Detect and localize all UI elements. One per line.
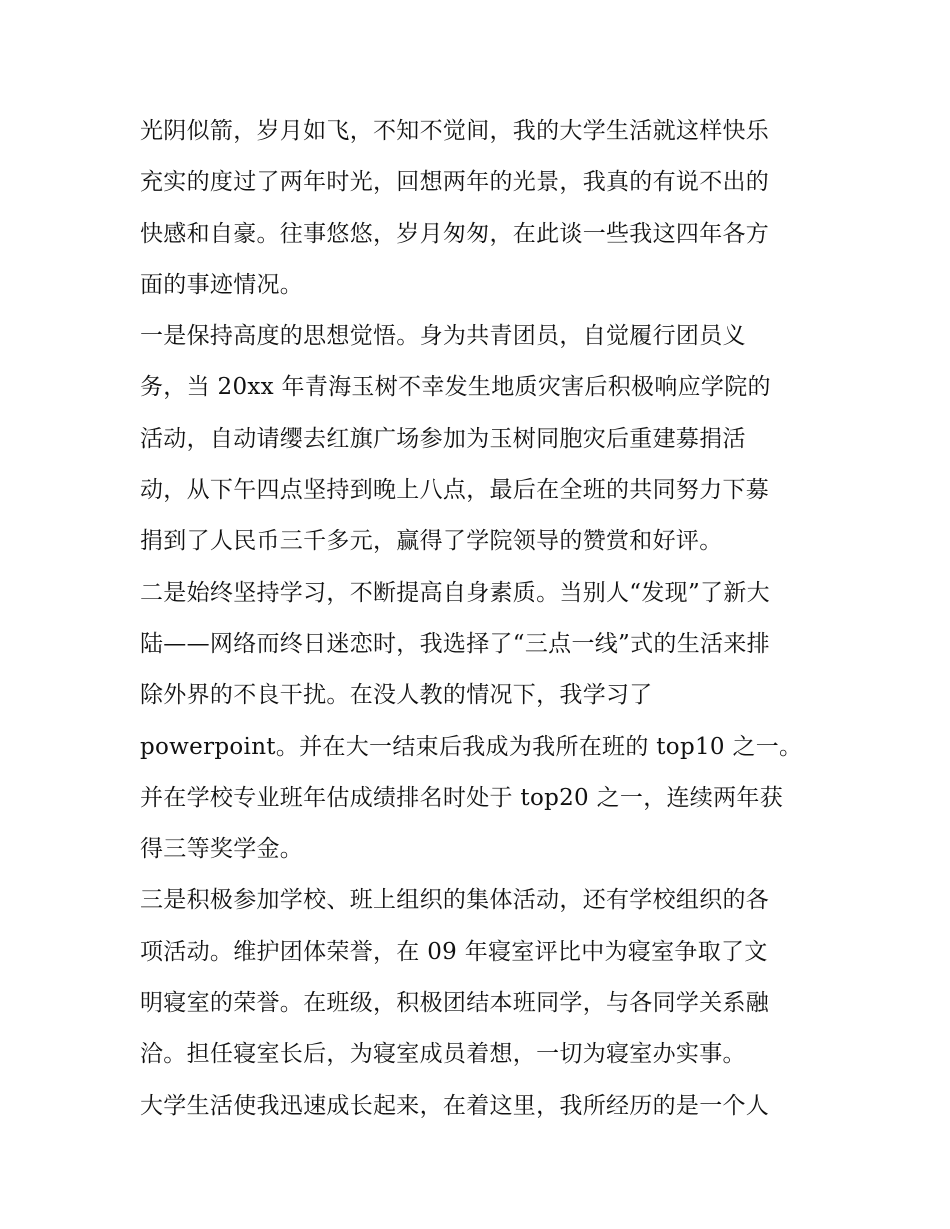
text-line: 快感和自豪。往事悠悠，岁月匆匆，在此谈一些我这四年各方 <box>140 220 770 247</box>
text-line: 三是积极参加学校、班上组织的集体活动，还有学校组织的各 <box>140 887 770 914</box>
paragraph-conclusion <box>140 1081 820 1132</box>
document-body <box>140 106 820 1132</box>
text-line: 洽。担任寝室长后，为寝室成员着想，一切为寝室办实事。 <box>140 1041 746 1068</box>
text-line: 捐到了人民币三千多元，赢得了学院领导的赞赏和好评。 <box>140 528 723 555</box>
text-line: 并在学校专业班年估成绩排名时处于 top20 之一，连续两年获 <box>140 784 784 811</box>
text-line: 二是始终坚持学习，不断提高自身素质。当别人“发现”了新大 <box>140 579 770 606</box>
text-line: 陆——网络而终日迷恋时，我选择了“三点一线”式的生活来排 <box>140 630 770 657</box>
text-line: 除外界的不良干扰。在没人教的情况下，我学习了 <box>140 682 653 709</box>
text-line: 光阴似箭，岁月如飞，不知不觉间，我的大学生活就这样快乐 <box>140 118 770 144</box>
text-line: 一是保持高度的思想觉悟。身为共青团员，自觉履行团员义 <box>140 323 746 350</box>
text-line: 活动，自动请缨去红旗广场参加为玉树同胞灾后重建募捐活 <box>140 425 746 452</box>
text-line: 大学生活使我迅速成长起来，在着这里，我所经历的是一个人 <box>140 1092 770 1119</box>
text-line: 充实的度过了两年时光，回想两年的光景，我真的有说不出的 <box>140 169 770 196</box>
text-line: powerpoint。并在大一结束后我成为我所在班的 top10 之一。 <box>140 733 803 760</box>
paragraph-point-two <box>140 568 820 876</box>
text-line: 明寝室的荣誉。在班级，积极团结本班同学，与各同学关系融 <box>140 990 770 1017</box>
text-line: 项活动。维护团体荣誉，在 09 年寝室评比中为寝室争取了文 <box>140 938 768 965</box>
text-line: 动，从下午四点坚持到晚上八点，最后在全班的共同努力下募 <box>140 477 770 504</box>
text-line: 得三等奖学金。 <box>140 836 304 863</box>
paragraph-point-one <box>140 311 820 567</box>
text-line: 面的事迹情况。 <box>140 271 304 298</box>
paragraph-point-three <box>140 875 820 1080</box>
text-line: 务，当 20xx 年青海玉树不幸发生地质灾害后积极响应学院的 <box>140 374 771 401</box>
paragraph-intro <box>140 106 820 311</box>
